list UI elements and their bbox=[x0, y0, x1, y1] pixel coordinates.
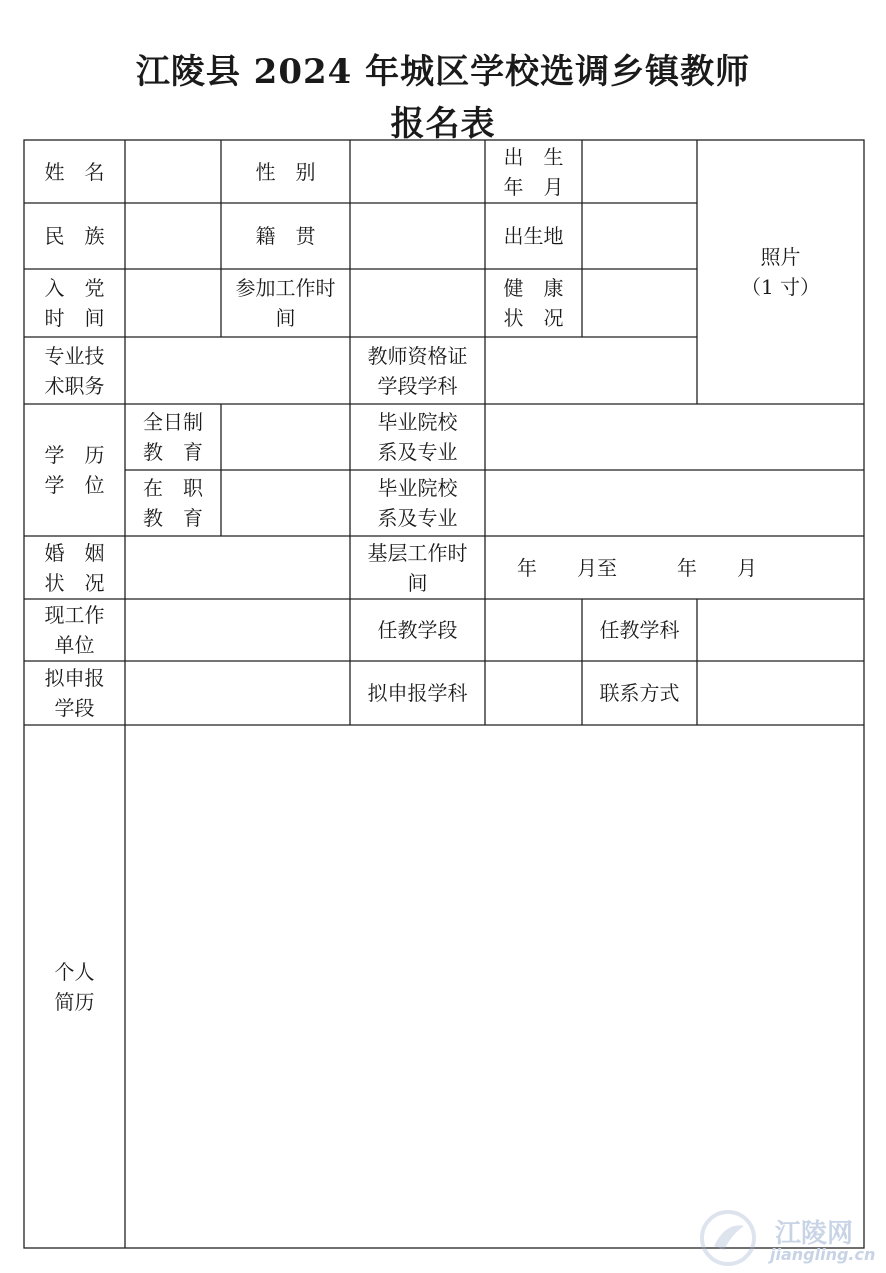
label-grad-school-1: 毕业院校 系及专业 bbox=[377, 410, 458, 464]
contact-field[interactable] bbox=[697, 661, 864, 725]
label-name: 姓 名 bbox=[44, 159, 105, 184]
label-grassroots: 基层工作时 间 bbox=[367, 540, 468, 595]
apply-stage-field[interactable] bbox=[125, 661, 350, 725]
label-party-date: 入 党 时 间 bbox=[44, 276, 105, 330]
form-subtitle: 报名表 bbox=[390, 104, 496, 144]
gender-field[interactable] bbox=[350, 140, 485, 203]
ethnicity-field[interactable] bbox=[125, 203, 221, 269]
label-full-time: 全日制 教 育 bbox=[143, 410, 203, 464]
label-resume: 个人 简历 bbox=[54, 959, 95, 1014]
label-teacher-cert: 教师资格证 学段学科 bbox=[367, 343, 468, 398]
label-native-place: 籍 贯 bbox=[255, 224, 316, 248]
grassroots-period-field[interactable]: 年 月至 年 月 bbox=[517, 555, 757, 580]
label-health: 健 康 状 况 bbox=[503, 276, 564, 330]
teaching-stage-field[interactable] bbox=[485, 599, 582, 661]
prof-title-field[interactable] bbox=[125, 337, 350, 404]
label-ethnicity: 民 族 bbox=[44, 224, 105, 248]
label-teaching-stage: 任教学段 bbox=[377, 618, 458, 642]
label-in-service: 在 职 教 育 bbox=[143, 476, 203, 530]
teacher-cert-field[interactable] bbox=[485, 337, 697, 404]
label-grad-school-2: 毕业院校 系及专业 bbox=[377, 476, 458, 530]
label-apply-subject: 拟申报学科 bbox=[367, 681, 468, 705]
current-unit-field[interactable] bbox=[125, 599, 350, 661]
photo-box[interactable]: 照片 （1 寸） bbox=[740, 245, 821, 299]
label-marital: 婚 姻 状 况 bbox=[44, 540, 105, 595]
teaching-subject-field[interactable] bbox=[697, 599, 864, 661]
label-birthplace: 出生地 bbox=[503, 224, 564, 248]
party-date-field[interactable] bbox=[125, 269, 221, 337]
marital-field[interactable] bbox=[125, 536, 350, 599]
label-birth: 出 生 年 月 bbox=[503, 144, 564, 199]
in-service-field[interactable] bbox=[221, 470, 350, 536]
grad-school-2-field[interactable] bbox=[485, 470, 864, 536]
birth-field[interactable] bbox=[582, 140, 697, 203]
label-prof-title: 专业技 术职务 bbox=[44, 343, 105, 398]
work-start-field[interactable] bbox=[350, 269, 485, 337]
health-field[interactable] bbox=[582, 269, 697, 337]
label-apply-stage: 拟申报 学段 bbox=[44, 666, 105, 720]
label-current-unit: 现工作 单位 bbox=[44, 603, 105, 657]
label-gender: 性 别 bbox=[255, 159, 316, 184]
apply-subject-field[interactable] bbox=[485, 661, 582, 725]
label-contact: 联系方式 bbox=[599, 681, 680, 705]
watermark-name: 江陵网 bbox=[775, 1219, 854, 1249]
resume-field[interactable] bbox=[125, 725, 864, 1248]
label-work-start: 参加工作时 间 bbox=[235, 276, 336, 330]
label-teaching-subject: 任教学科 bbox=[599, 618, 680, 642]
form-title: 江陵县 2024 年城区学校选调乡镇教师 bbox=[135, 52, 751, 92]
native-place-field[interactable] bbox=[350, 203, 485, 269]
name-field[interactable] bbox=[125, 140, 221, 203]
grad-school-1-field[interactable] bbox=[485, 404, 864, 470]
birthplace-field[interactable] bbox=[582, 203, 697, 269]
watermark-domain: jiangling.cn bbox=[770, 1245, 876, 1264]
label-education: 学 历 学 位 bbox=[44, 443, 105, 497]
full-time-field[interactable] bbox=[221, 404, 350, 470]
